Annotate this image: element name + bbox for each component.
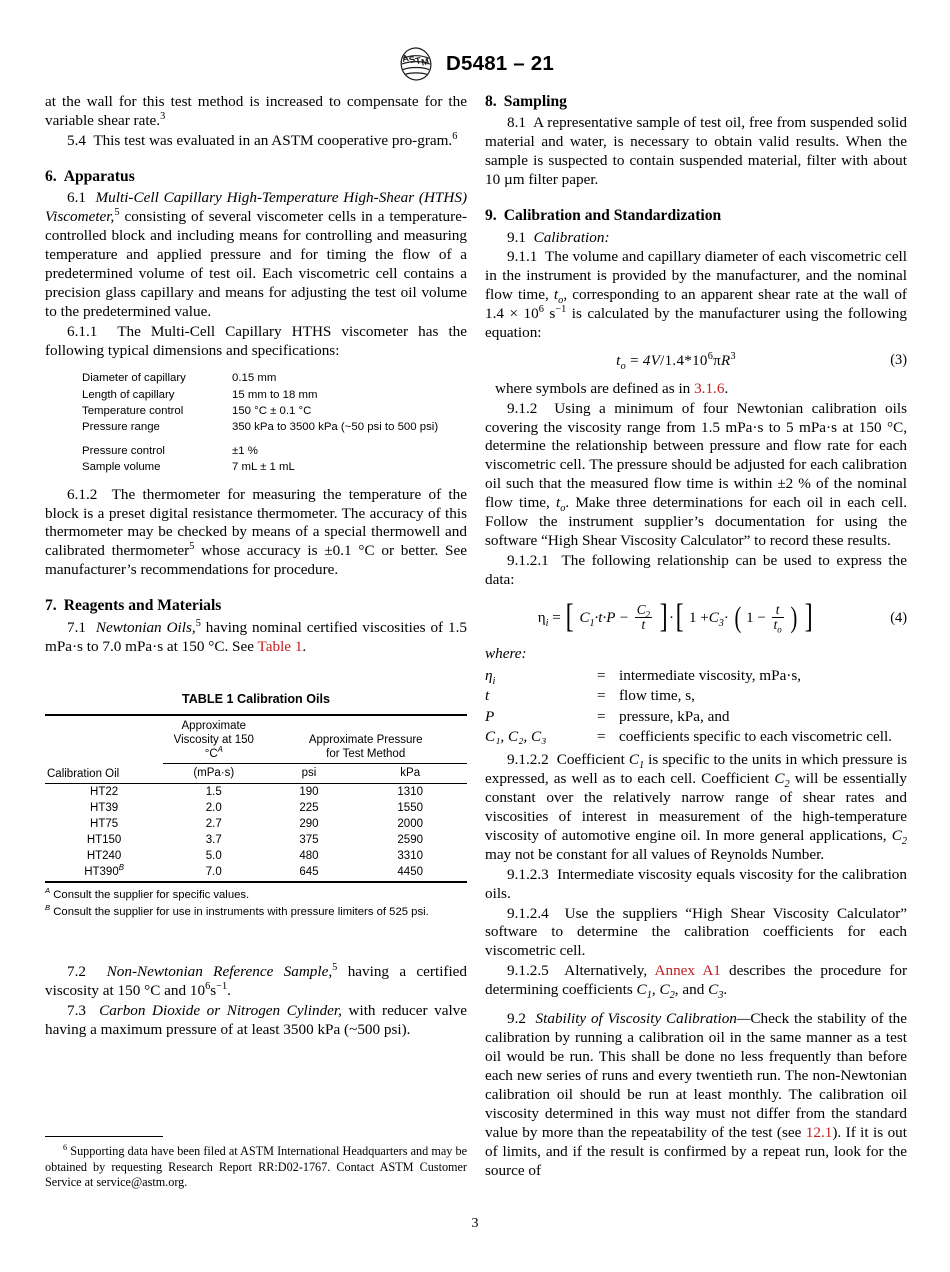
c2-subscript: 2	[784, 779, 790, 791]
paragraph-9-1-2-4-text: Use the suppliers “High Shear Viscosity Calculator” software to determine the calibration coefficients for each viscometric cell.	[485, 904, 908, 960]
eta-subscript: i	[545, 618, 549, 630]
paragraph-9-1-2-4	[485, 905, 907, 962]
cell-viscosity: 1.5	[205, 786, 222, 799]
paragraph-9-1-2-2-text-b: is specific to the units in which pressure is expressed, as well as to each cell. Coefficient	[485, 751, 908, 788]
svg-text:A: A	[401, 52, 410, 64]
spec-row	[82, 459, 467, 475]
svg-text:S: S	[407, 54, 417, 66]
equation-4-term-c1	[579, 610, 595, 630]
section-heading-6	[45, 167, 467, 186]
symbol-definition-list	[485, 666, 907, 747]
symbol-c2b	[891, 826, 907, 847]
footnote-ref-5: 5	[114, 207, 120, 219]
definition-symbol: t	[485, 687, 490, 705]
definition-equals: =	[597, 687, 606, 705]
paragraph-9-1-2-2-text-d: may not be constant for all values of Reynolds Number.	[485, 845, 825, 863]
fraction-denominator: t	[635, 617, 652, 632]
paragraph-5-4	[45, 132, 467, 151]
spec-row	[82, 443, 467, 459]
cell-oil: HT22	[90, 786, 119, 799]
specifications-list	[45, 370, 467, 475]
paragraph-7-2-text-b: s	[210, 981, 217, 999]
paragraph-9-1-2-5-text-c: ,	[651, 981, 660, 999]
where-3-text-b: .	[724, 379, 729, 397]
section-heading-6-number: 6.	[45, 167, 57, 185]
table-row	[45, 848, 467, 864]
paragraph-6-1-1-text: The Multi-Cell Capillary HTHS viscometer has the following typical dimensions and specifications:	[45, 322, 468, 359]
equation-4	[485, 598, 907, 636]
cell-kpa: 1550	[397, 802, 423, 815]
footnote-ref-3: 3	[160, 110, 166, 122]
right-bracket-2: ]	[804, 598, 813, 636]
where-3-line	[485, 380, 907, 399]
spec-key: Diameter of capillary	[82, 372, 186, 385]
equation-4-mid: ·t·P −	[594, 610, 629, 627]
cell-kpa: 2590	[397, 834, 423, 846]
definition-equals: =	[597, 667, 606, 685]
cell-kpa: 4450	[397, 865, 423, 878]
cell-oil: HT150	[86, 834, 122, 846]
page-header	[0, 40, 950, 88]
cell-psi: 375	[299, 834, 319, 846]
table-1-calibration-oils	[45, 692, 467, 921]
section-heading-9	[485, 206, 907, 225]
paragraph-number: 5.4	[67, 131, 86, 149]
symbol-t-o: $t_o$	[553, 286, 564, 307]
c2-subscript: 2	[901, 835, 907, 847]
equation-4-one-minus: 1 −	[746, 610, 766, 627]
cell-psi: 190	[299, 786, 319, 799]
cell-psi: 645	[299, 865, 319, 878]
page-number: 3	[471, 1216, 479, 1231]
equation-3-number: (3)	[890, 352, 907, 369]
paragraph-9-1-1-text-b: , corresponding to an apparent shear rate at the wall of 1.4 × 10	[485, 286, 907, 323]
fraction-t-over-to	[772, 602, 784, 636]
definition-row	[485, 666, 907, 686]
table-row	[45, 816, 467, 832]
cell-viscosity: 2.7	[205, 818, 222, 831]
section-heading-9-number: 9.	[485, 207, 497, 225]
paragraph-9-2-term: Stability of Viscosity Calibration—	[535, 1010, 751, 1028]
c1-subscript: 1	[638, 760, 645, 772]
paragraph-7-2-text-c: .	[227, 981, 231, 999]
cell-viscosity: 5.0	[205, 849, 222, 862]
cell-viscosity: 7.0	[205, 865, 222, 878]
svg-text:T: T	[414, 55, 422, 67]
equation-3-lhs: $t_o$	[616, 353, 627, 373]
left-column	[45, 92, 467, 1040]
paragraph-9-1-2-2-text-c: will be essentially constant over the relatively narrow range of shear rates and viscosities of interest in measurement of the high-temperature viscosity of automotive engine oil. In more general applications,	[485, 770, 907, 844]
equation-4-body	[485, 598, 867, 636]
paragraph-9-1-2-5-text-e: .	[723, 981, 728, 999]
left-bracket-1: [	[566, 598, 575, 636]
cell-psi: 290	[299, 818, 319, 831]
table-notes	[45, 887, 467, 921]
table-1-title: TABLE 1 Calibration Oils	[181, 692, 331, 707]
spec-gap	[82, 435, 467, 443]
spec-row	[82, 419, 467, 435]
right-column	[485, 92, 907, 1180]
paragraph-9-1-2-5-text-b: describes the procedure for determining coefficients	[485, 962, 907, 999]
cell-oil: HT75	[90, 818, 119, 831]
paragraph-9-1-1	[485, 248, 907, 343]
table-row	[45, 784, 467, 800]
paragraph-9-1-2-2	[485, 751, 907, 865]
paragraph-number: 9.2	[507, 1010, 526, 1028]
c2-symbol: C	[891, 826, 902, 844]
section-heading-8-title: Sampling	[503, 93, 567, 110]
paragraph-9-1-2-5-text-a: Alternatively,	[564, 962, 655, 980]
footnote-ref-5: 5	[195, 617, 201, 629]
paragraph-9-1-2-3	[485, 866, 907, 904]
fraction-c2-over-t	[635, 603, 652, 633]
link-table-1[interactable]: Table 1	[257, 637, 303, 655]
exponent-6: 6	[205, 980, 211, 992]
definition-row	[485, 686, 907, 706]
svg-text:M: M	[420, 56, 430, 68]
section-heading-7-title: Reagents and Materials	[63, 597, 222, 615]
footnote-ref-5: 5	[189, 541, 195, 553]
unit-viscosity: (mPa·s)	[163, 764, 264, 784]
paragraph-7-1	[45, 619, 467, 657]
spec-key: Temperature control	[82, 404, 184, 417]
to-symbol: t	[773, 617, 778, 633]
section-heading-9-title: Calibration and Standardization	[503, 207, 722, 225]
paragraph-7-3-text: with reducer valve having a maximum pressure of at least 3500 kPa (~500 psi).	[45, 1001, 468, 1038]
paragraph-number: 9.1.2.2	[507, 751, 549, 769]
paragraph-7-3-term: Carbon Dioxide or Nitrogen Cylinder,	[99, 1001, 342, 1019]
equation-3-rhs: 4V	[642, 353, 661, 370]
definition-text: flow time, s,	[619, 687, 695, 705]
spec-value: 150 °C ± 0.1 °C	[232, 404, 312, 417]
table-header-row-1	[45, 715, 467, 764]
paragraph-9-1-2-3-text: Intermediate viscosity equals viscosity for the calibration oils.	[485, 865, 907, 902]
cell-oil-label: HT390	[84, 865, 119, 878]
exponent-6: 6	[538, 304, 544, 316]
unit-kpa: kPa	[400, 767, 421, 780]
paragraph-9-1-1-text-a: The volume and capillary diameter of each viscometric cell in the instrument is provided by the manufacturer, and the nominal flow time,	[485, 248, 907, 304]
paragraph-9-1-2-text-b: . Make three determinations for each oil in each cell. Follow the instrument supplier’s documentation for using the software “High Shear Viscosity Calculator” to record these results.	[485, 494, 907, 550]
spec-value: ±1 %	[232, 445, 258, 458]
unit-psi: psi	[301, 767, 317, 780]
paragraph-number: 6.1.1	[67, 322, 98, 340]
spec-value: 0.15 mm	[232, 372, 277, 385]
paragraph-number: 6.1	[67, 189, 86, 207]
c1-symbol: C	[636, 981, 647, 999]
footnote-6	[45, 1144, 467, 1191]
paragraph-9-2-text-b: ). If it is out of limits, and if the result is confirmed by a repeat run, look for the source of	[485, 1123, 907, 1179]
left-bracket-2: [	[675, 598, 684, 636]
paragraph-number: 9.1.2.5	[507, 962, 549, 980]
c1-subscript: 1	[589, 618, 595, 630]
table-note-a	[45, 887, 467, 904]
paragraph-9-1-1-text-d: is calculated by the manufacturer using the following equation:	[485, 305, 907, 342]
definition-symbol: C₁, C₂, C₃	[485, 727, 547, 745]
definition-text: coefficients specific to each viscometric cell.	[619, 727, 892, 745]
c3-subscript: 3	[718, 618, 724, 630]
continued-paragraph	[45, 93, 467, 131]
c3-symbol: C	[708, 610, 719, 627]
symbol-t-o: $t_o$	[556, 494, 566, 515]
paragraph-9-1-2-5-text-d: , and	[674, 981, 709, 999]
c3-symbol: C	[708, 981, 719, 999]
spec-value: 15 mm to 18 mm	[232, 388, 318, 401]
table-note-ref-a: A	[217, 745, 223, 755]
paragraph-6-1-term: Multi-Cell Capillary High-Temperature High-Shear (HTHS) Viscometer,	[45, 189, 467, 226]
page-footnote	[45, 1136, 467, 1191]
paragraph-9-1-2-1-text: The following relationship can be used to express the data:	[485, 552, 907, 588]
table-row	[45, 800, 467, 816]
cell-oil	[45, 864, 163, 881]
c3-subscript: 3	[718, 990, 724, 1002]
paragraph-9-1-2-text-a: Using a minimum of four Newtonian calibration oils covering the viscosity range from 1.5 mPa·s to 5 mPa·s at 150 °C, determine the relationship between pressure and flow rate for each viscometric cell. The pressure should be adjusted for each calibration oil such that the measured flow time is within ±2 % of the nominal flow time,	[485, 399, 907, 512]
c2-symbol: C	[659, 981, 670, 999]
cell-kpa: 3310	[397, 849, 423, 862]
c1-symbol: C	[628, 751, 639, 769]
paragraph-6-1-2	[45, 486, 467, 581]
cell-kpa: 2000	[397, 818, 423, 831]
exponent-minus-1: −1	[555, 304, 567, 316]
spec-value: 7 mL ± 1 mL	[232, 461, 295, 474]
table-row	[45, 832, 467, 848]
definition-equals: =	[597, 727, 606, 745]
fraction-denominator	[772, 617, 784, 636]
definition-text: pressure, kPa, and	[619, 707, 730, 725]
spec-key: Pressure control	[82, 445, 165, 458]
spec-row	[82, 370, 467, 386]
footnote-ref-5: 5	[332, 961, 338, 973]
paragraph-number: 9.1.1	[507, 248, 538, 266]
table-col-header-pressure	[264, 715, 467, 764]
table-bottom-rule	[45, 881, 467, 883]
c2-symbol: C	[636, 602, 646, 618]
paragraph-9-1-2	[485, 400, 907, 551]
equation-3	[485, 352, 907, 371]
paragraph-7-1-text-a: having nominal certified viscosities of 1.5 mPa·s to 7.0 mPa·s at 150 °C. See	[45, 618, 467, 655]
viscosity-header-line1: Approximate	[181, 720, 247, 733]
paragraph-9-2-text-a: Check the stability of the calibration by running a calibration oil in the same manner as a test oil would be run. This shall be done no less frequently than before each new series of runs and every twentieth run. The non-Newtonian calibration oil should be run at least monthly. The calibration oil viscosity determined in this way must not differ from the standard value by more than the repeatability of the test (see	[485, 1010, 908, 1141]
cell-oil: HT39	[90, 802, 119, 815]
where-label: where:	[485, 645, 527, 663]
footnote-mark-6: 6	[63, 1142, 68, 1152]
to-subscript: o	[777, 625, 782, 636]
paragraph-6-1	[45, 189, 467, 321]
where-3-text-a: where symbols are defined as in	[495, 379, 695, 397]
equation-4-one-plus: 1 +	[689, 610, 709, 627]
table-row	[45, 864, 467, 881]
paragraph-number: 7.3	[67, 1001, 86, 1019]
paragraph-9-1	[485, 229, 907, 248]
paragraph-7-3	[45, 1002, 467, 1040]
table-note-b-mark: B	[45, 903, 51, 913]
footnote-rule	[45, 1136, 163, 1137]
paragraph-6-1-text: consisting of several viscometer cells in a temperature-controlled block and including means for controlling and measuring temperature and applied pressure and for timing the flow of a predetermined volume of test oil. Each viscometric cell contains a precision glass capillary and means for adjusting the test oil volume to the predetermined value.	[45, 208, 468, 320]
paragraph-7-1-term: Newtonian Oils,	[95, 618, 196, 636]
cell-viscosity: 3.7	[205, 834, 222, 846]
astm-logo-icon	[396, 44, 436, 84]
spec-row	[82, 403, 467, 419]
fraction-numerator	[635, 602, 652, 620]
definition-row	[485, 707, 907, 727]
paragraph-number: 9.1.2	[507, 399, 538, 417]
spec-key: Pressure range	[82, 421, 160, 434]
c2-symbol: C	[774, 770, 785, 788]
spec-key: Sample volume	[82, 461, 161, 474]
cell-psi: 480	[299, 849, 319, 862]
cell-viscosity: 2.0	[205, 802, 222, 815]
fraction-numerator: t	[775, 602, 780, 618]
c2-subscript: 2	[645, 609, 651, 620]
link-12-1[interactable]: 12.1	[805, 1123, 833, 1141]
definition-equals: =	[597, 707, 606, 725]
paragraph-number: 9.1.2.4	[507, 904, 549, 922]
spec-row	[82, 387, 467, 403]
paragraph-7-2-term: Non-Newtonian Reference Sample,	[106, 963, 333, 980]
table-col-header-viscosity	[163, 715, 264, 764]
viscosity-header-line2: Viscosity at 150 °C	[173, 734, 254, 761]
spec-key: Length of capillary	[82, 388, 175, 401]
definition-row	[485, 727, 907, 747]
continued-paragraph-text: at the wall for this test method is increased to compensate for the variable shear rate.	[45, 93, 467, 129]
cell-oil: HT240	[86, 849, 122, 862]
definition-symbol: P	[485, 707, 495, 725]
table-col-header-oil: Calibration Oil	[47, 768, 120, 781]
symbol-c2	[774, 770, 790, 791]
paragraph-7-1-text-b: .	[302, 637, 307, 655]
exponent-minus-1: −1	[216, 980, 228, 992]
symbol-c1	[628, 751, 645, 772]
paragraph-number: 8.1	[507, 114, 526, 132]
pressure-header-line1: Approximate Pressure	[308, 734, 423, 747]
paragraph-9-1-2-2-text-a: Coefficient	[556, 751, 629, 769]
table-note-b	[45, 904, 467, 921]
footnote-ref-6: 6	[452, 130, 458, 142]
paragraph-6-1-2-text-b: whose accuracy is ±0.1 °C or better. See manufacturer’s recommendations for procedure.	[45, 542, 467, 579]
pressure-header-line2: for Test Method	[326, 748, 406, 761]
table-note-a-mark: A	[45, 886, 51, 896]
document-designation: D5481 – 21	[445, 52, 554, 75]
table-note-b-text: Consult the supplier for use in instruments with pressure limiters of 525 psi.	[53, 906, 429, 919]
equation-4-dot: ·	[669, 610, 675, 627]
paragraph-6-1-2-text-a: The thermometer for measuring the temperature of the block is a preset digital resistance thermometer. The accuracy of this thermometer may be checked by means of a special thermowell and calibrated thermometer	[45, 485, 467, 560]
link-annex-a1[interactable]: Annex A1	[654, 962, 721, 980]
paragraph-number: 9.1	[507, 228, 526, 246]
equation-4-number: (4)	[890, 609, 907, 626]
section-heading-6-title: Apparatus	[63, 167, 135, 185]
paragraph-7-2-text-a: having a certified viscosity at 150 °C and 10	[45, 963, 468, 999]
equation-4-eta: $\eta_i$	[537, 610, 549, 630]
section-heading-7-number: 7.	[45, 597, 57, 615]
definition-symbol: $\eta_i$	[485, 667, 496, 688]
right-bracket-1: ]	[659, 598, 668, 636]
paragraph-6-1-1	[45, 323, 467, 361]
c1-symbol: C	[579, 610, 590, 627]
paragraph-number: 7.2	[67, 963, 86, 980]
table-note-ref-b: B	[118, 862, 124, 872]
paragraph-9-2	[485, 1010, 907, 1180]
right-paren: )	[790, 601, 798, 634]
paragraph-5-4-text: This test was evaluated in an ASTM cooperative pro-gram.	[93, 131, 453, 149]
definition-text: intermediate viscosity, mPa·s,	[619, 667, 802, 685]
section-heading-8	[485, 92, 907, 111]
link-3-1-6[interactable]: 3.1.6	[694, 379, 725, 397]
table-1	[45, 714, 467, 881]
c2-subscript: 2	[669, 990, 675, 1002]
c1-subscript: 1	[646, 990, 652, 1002]
paragraph-number: 9.1.2.1	[507, 552, 549, 569]
equation-4-term-c3	[708, 610, 724, 630]
equation-3-body: $t_o = 4V/1.4*10^6\pi R^3$	[616, 351, 736, 373]
paragraph-number: 7.1	[67, 618, 86, 636]
cell-kpa: 1310	[397, 786, 423, 799]
symbol-c2	[659, 981, 675, 1002]
paragraph-number: 6.1.2	[67, 485, 98, 503]
paragraph-9-1-2-1	[485, 552, 907, 590]
equation-4-dot2: ·	[723, 610, 729, 627]
eta-subscript: i	[492, 676, 496, 688]
cell-psi: 225	[299, 802, 319, 815]
symbol-c3	[708, 981, 724, 1002]
table-note-a-text: Consult the supplier for specific values.	[53, 889, 250, 902]
section-heading-7	[45, 596, 467, 615]
paragraph-9-1-1-text-c: s	[543, 305, 556, 323]
symbol-c1	[636, 981, 652, 1002]
paragraph-8-1	[485, 114, 907, 190]
footnote-6-text: Supporting data have been filed at ASTM International Headquarters and may be obtained by requesting Research Report RR:D02-1767. Contact ASTM Customer Service at service@astm.org.	[45, 1144, 467, 1190]
paragraph-number: 9.1.2.3	[507, 865, 549, 883]
section-heading-8-number: 8.	[485, 93, 497, 110]
spec-value: 350 kPa to 3500 kPa (~50 psi to 500 psi)	[232, 421, 439, 434]
paragraph-9-1-2-5	[485, 962, 907, 1000]
left-paren: (	[734, 601, 741, 634]
paragraph-7-2	[45, 963, 467, 1001]
paragraph-9-1-term: Calibration:	[533, 228, 610, 246]
equation-4-equals: =	[552, 610, 561, 627]
paragraph-8-1-text: A representative sample of test oil, free from suspended solid material and water, is necessary to obtain valid results. When the sample is suspected to contain suspended material, filter with about 10 µm filter paper.	[485, 114, 907, 189]
